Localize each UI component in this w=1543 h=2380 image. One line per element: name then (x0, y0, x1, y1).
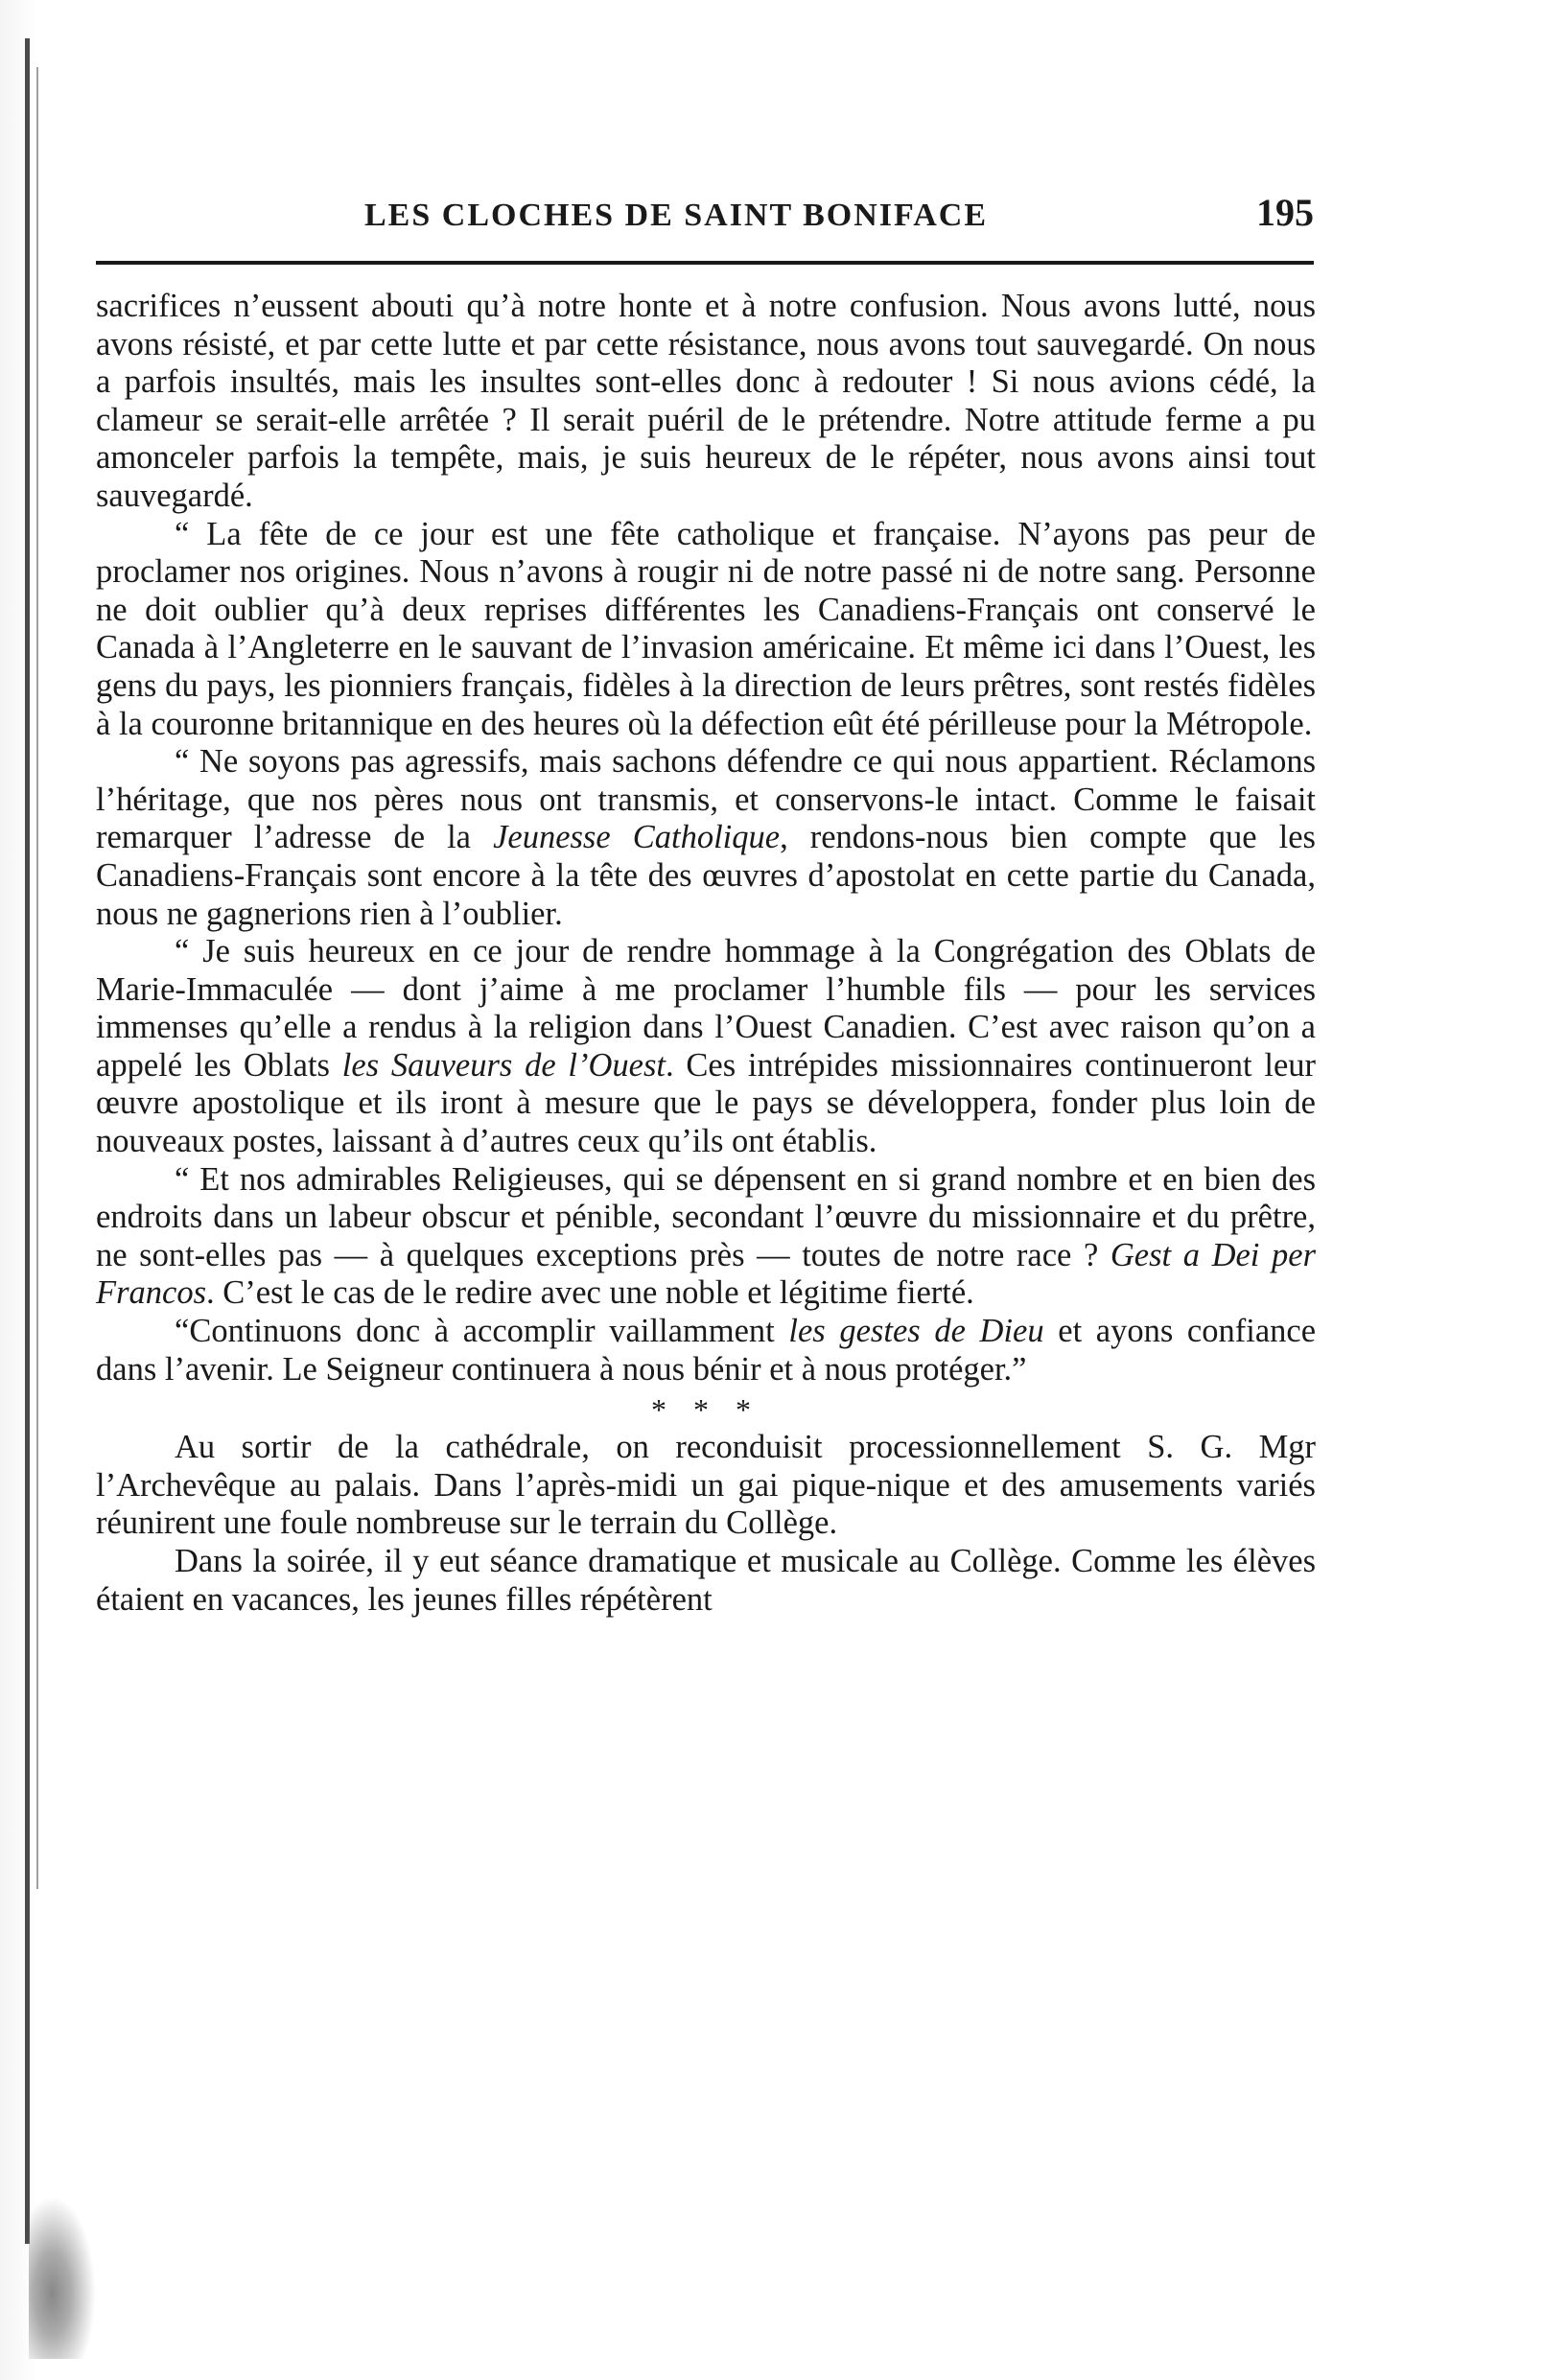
body-text (96, 288, 1316, 1619)
paragraph (96, 1429, 1316, 1543)
paragraph-text: , rendons-nous bien compte que les Canadiens-Français sont encore à la tête des œuvres d’apostolat en cette partie du Canada, nous ne gagnerions rien à l’oublier. (96, 819, 1316, 932)
page-number: 195 (1256, 191, 1314, 234)
paragraph-text: “ La fête de ce jour est une fête catholique et française. N’ayons pas peur de proclamer nos origines. Nous n’avons à rougir ni de notre passé ni de notre sang. Personne ne doit oublier qu’à deux reprises différentes les Canadiens-Français ont conservé le Canada à l’Angleterre en le sauvant de l’invasion américaine. Et même ici dans l’Ouest, les gens du pays, les pionniers français, fidèles à la direction de leurs prêtres, sont restés fidèles à la couronne britannique en des heures où la défection eût été périlleuse pour la Métropole. (96, 515, 1316, 742)
paragraph-text: “ Je suis heureux en ce jour de rendre hommage à la Congrégation des Oblats de Marie-Immaculée — dont j’aime à me proclamer l’humble fils — pour les services immenses qu’elle a rendus à la religion dans l’Ouest Canadien. C’est avec raison qu’on a appelé les Oblats (96, 933, 1316, 1084)
scan-smudge (29, 2196, 96, 2359)
main-paragraphs (96, 288, 1316, 1388)
paragraph-text: “ Ne soyons pas agressifs, mais sachons défendre ce qui nous appartient. Réclamons l’héritage, que nos pères nous ont transmis, et conservons-le intact. Comme le faisait remarquer l’adresse de la (96, 743, 1316, 856)
paragraph (96, 1161, 1316, 1313)
italic-text: Jeunesse Catholique (493, 819, 781, 856)
paragraph (96, 743, 1316, 933)
italic-text: les Sauveurs de l’Ouest (341, 1046, 666, 1084)
paragraph (96, 1313, 1316, 1388)
paragraph-text: “Continuons donc à accomplir vaillamment (175, 1313, 789, 1350)
closing-paragraphs (96, 1429, 1316, 1619)
italic-text: Gest a Dei per Francos (96, 1236, 1316, 1312)
paragraph (96, 1543, 1316, 1619)
asterism: * * * (651, 1392, 760, 1428)
paragraph-text: Dans la soirée, il y eut séance dramatique et musicale au Collège. Comme les élèves étaient en vacances, les jeunes filles répétèrent (96, 1543, 1316, 1618)
paragraph-text: sacrifices n’eussent abouti qu’à notre honte et à notre confusion. Nous avons lutté, nous avons résisté, et par cette lutte et par cette résistance, nous avons tout sauvegardé. On nous a parfois insultés, mais les insultes sont-elles donc à redouter ! Si nous avions cédé, la clameur se serait-elle arrêtée ? Il serait puéril de le prétendre. Notre attitude ferme a pu amonceler parfois la tempête, mais, je suis heureux de le répéter, nous avons ainsi tout sauvegardé. (96, 288, 1316, 514)
page-edge (0, 0, 36, 2380)
paragraph (96, 516, 1316, 744)
header-rule (96, 261, 1314, 265)
paragraph (96, 933, 1316, 1161)
page-header (96, 190, 1314, 247)
paragraph-text: . C’est le cas de le redire avec une noble et légitime fierté. (206, 1274, 974, 1312)
binding-shadow-thin (36, 67, 38, 1889)
italic-text: les gestes de Dieu (788, 1313, 1044, 1350)
binding-shadow (25, 38, 30, 2244)
running-title: LES CLOCHES DE SAINT BONIFACE (364, 198, 989, 233)
paragraph-text: . Ces intrépides missionnaires continueront leur œuvre apostolique et ils iront à mesure que le pays se développera, fonder plus loin de nouveaux postes, laissant à d’autres ceux qu’ils ont établis. (96, 1046, 1316, 1160)
paragraph-text: et ayons confiance dans l’avenir. Le Seigneur continuera à nous bénir et à nous protéger.” (96, 1313, 1317, 1388)
paragraph-text: “ Et nos admirables Religieuses, qui se dépensent en si grand nombre et en bien des endroits dans un labeur obscur et pénible, secondant l’œuvre du missionnaire et du prêtre, ne sont-elles pas — à quelques exceptions près — toutes de notre race ? (96, 1160, 1316, 1273)
paragraph (96, 288, 1316, 516)
paragraph-text: Au sortir de la cathédrale, on reconduisit processionnellement S. G. Mgr l’Archevêque au palais. Dans l’après-midi un gai pique-nique et des amusements variés réunirent une foule nombreuse sur le terrain du Collège. (96, 1429, 1316, 1542)
